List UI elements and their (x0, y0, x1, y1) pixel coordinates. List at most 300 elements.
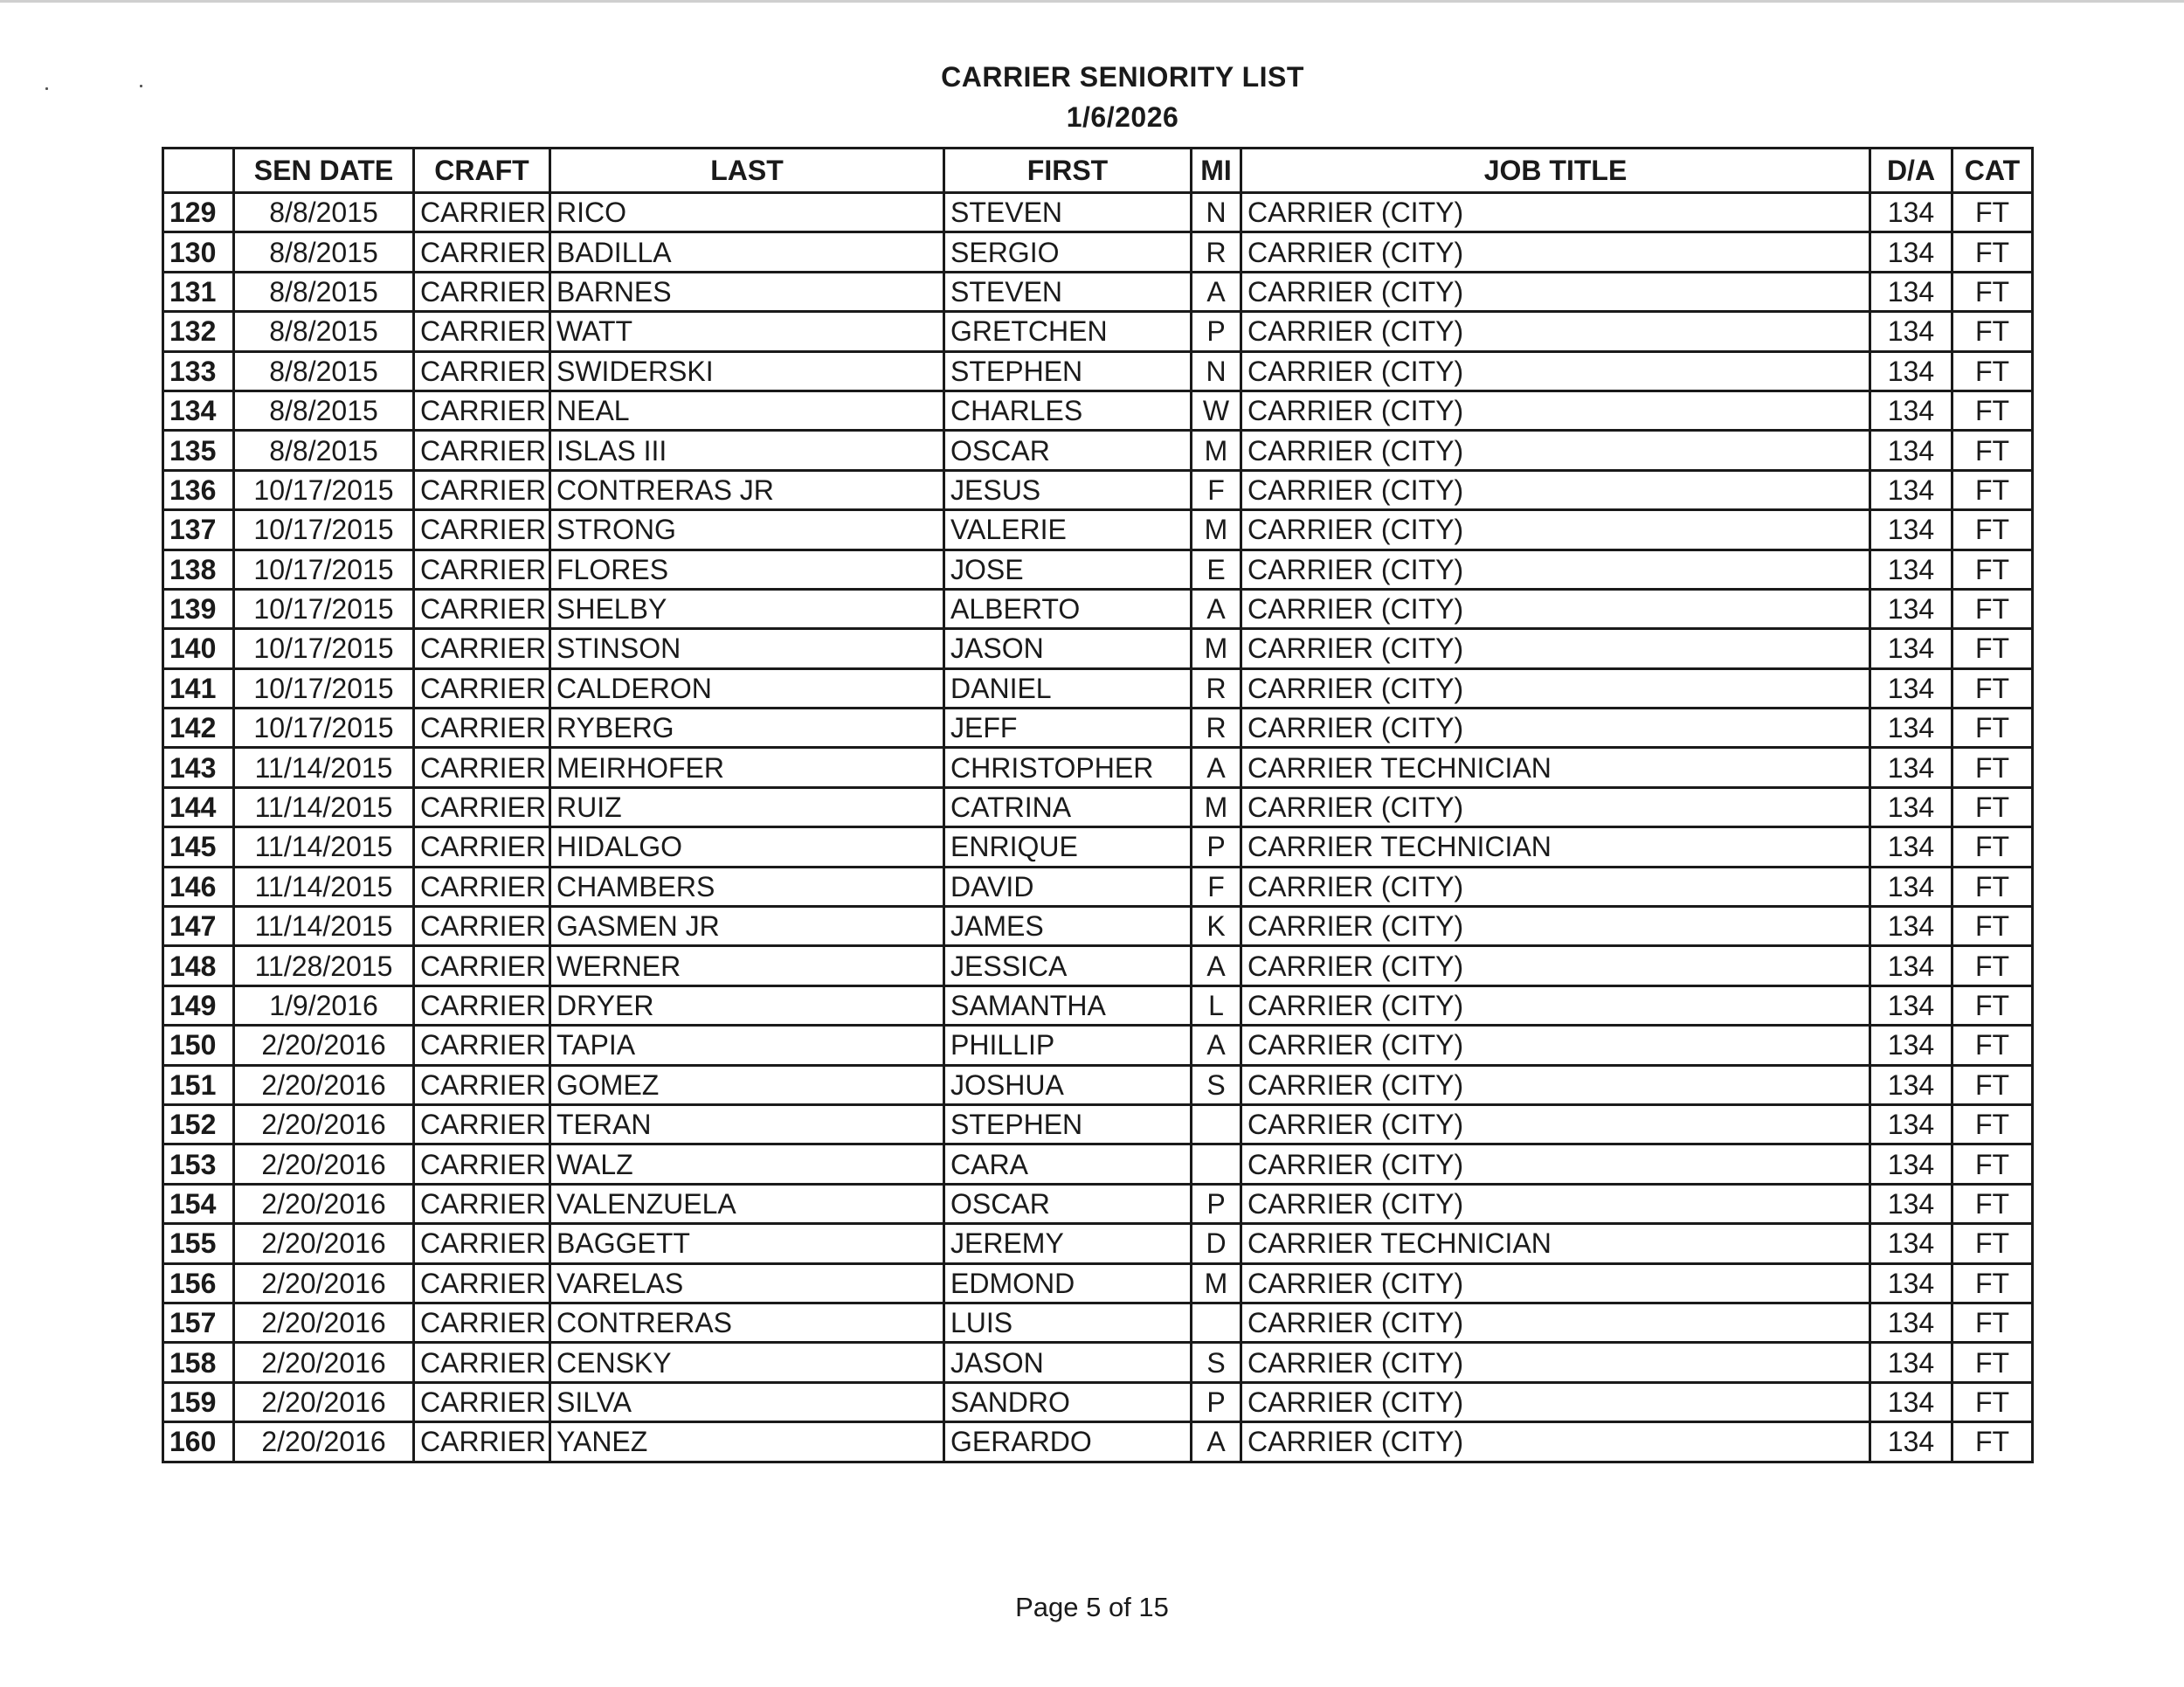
cell-craft: CARRIER (414, 748, 550, 787)
cell-mi: A (1192, 1026, 1241, 1065)
cell-first: ENRIQUE (944, 827, 1192, 867)
cell-num: 134 (163, 391, 234, 430)
cell-mi (1192, 1144, 1241, 1184)
cell-sen-date: 11/14/2015 (234, 907, 414, 946)
cell-first: GERARDO (944, 1422, 1192, 1462)
cell-job-title: CARRIER (CITY) (1241, 470, 1870, 509)
cell-last: SWIDERSKI (550, 351, 944, 391)
cell-job-title: CARRIER (CITY) (1241, 1144, 1870, 1184)
cell-da: 134 (1870, 668, 1952, 708)
cell-job-title: CARRIER (CITY) (1241, 1026, 1870, 1065)
cell-da: 134 (1870, 510, 1952, 550)
cell-job-title: CARRIER (CITY) (1241, 668, 1870, 708)
cell-craft: CARRIER (414, 1303, 550, 1342)
cell-sen-date: 2/20/2016 (234, 1184, 414, 1223)
cell-cat: FT (1952, 470, 2033, 509)
cell-mi (1192, 1303, 1241, 1342)
cell-da: 134 (1870, 1263, 1952, 1303)
cell-da: 134 (1870, 1026, 1952, 1065)
cell-last: SHELBY (550, 589, 944, 628)
cell-first: ALBERTO (944, 589, 1192, 628)
cell-craft: CARRIER (414, 589, 550, 628)
cell-last: NEAL (550, 391, 944, 430)
cell-job-title: CARRIER (CITY) (1241, 232, 1870, 272)
cell-da: 134 (1870, 867, 1952, 906)
cell-cat: FT (1952, 946, 2033, 985)
cell-first: JEREMY (944, 1224, 1192, 1263)
cell-last: YANEZ (550, 1422, 944, 1462)
cell-cat: FT (1952, 668, 2033, 708)
cell-job-title: CARRIER (CITY) (1241, 351, 1870, 391)
cell-sen-date: 8/8/2015 (234, 312, 414, 351)
table-row (163, 867, 2033, 906)
table-row (163, 748, 2033, 787)
scan-edge-line (0, 0, 2184, 3)
cell-job-title: CARRIER (CITY) (1241, 1184, 1870, 1223)
cell-first: VALERIE (944, 510, 1192, 550)
cell-job-title: CARRIER (CITY) (1241, 193, 1870, 232)
cell-job-title: CARRIER (CITY) (1241, 510, 1870, 550)
table-row (163, 431, 2033, 470)
cell-job-title: CARRIER (CITY) (1241, 629, 1870, 668)
cell-cat: FT (1952, 510, 2033, 550)
cell-cat: FT (1952, 827, 2033, 867)
cell-da: 134 (1870, 1303, 1952, 1342)
cell-last: RICO (550, 193, 944, 232)
cell-first: JEFF (944, 709, 1192, 748)
cell-mi: N (1192, 193, 1241, 232)
cell-first: SAMANTHA (944, 985, 1192, 1025)
cell-job-title: CARRIER (CITY) (1241, 589, 1870, 628)
cell-num: 133 (163, 351, 234, 391)
cell-mi: K (1192, 907, 1241, 946)
table-row (163, 312, 2033, 351)
cell-job-title: CARRIER (CITY) (1241, 1303, 1870, 1342)
cell-mi: M (1192, 787, 1241, 826)
cell-first: SERGIO (944, 232, 1192, 272)
cell-first: JOSE (944, 550, 1192, 589)
cell-da: 134 (1870, 1343, 1952, 1382)
cell-da: 134 (1870, 470, 1952, 509)
table-header-row (163, 149, 2033, 193)
table-row (163, 351, 2033, 391)
cell-last: TAPIA (550, 1026, 944, 1065)
cell-cat: FT (1952, 550, 2033, 589)
cell-first: JOSHUA (944, 1065, 1192, 1104)
cell-job-title: CARRIER (CITY) (1241, 312, 1870, 351)
page-number: Page 5 of 15 (1015, 1592, 1169, 1622)
cell-mi: A (1192, 946, 1241, 985)
cell-da: 134 (1870, 431, 1952, 470)
cell-cat: FT (1952, 1184, 2033, 1223)
cell-first: OSCAR (944, 431, 1192, 470)
cell-job-title: CARRIER (CITY) (1241, 709, 1870, 748)
cell-cat: FT (1952, 985, 2033, 1025)
header-sen-date: SEN DATE (234, 149, 414, 193)
cell-craft: CARRIER (414, 550, 550, 589)
cell-mi: A (1192, 748, 1241, 787)
cell-sen-date: 10/17/2015 (234, 668, 414, 708)
cell-num: 154 (163, 1184, 234, 1223)
cell-last: CONTRERAS (550, 1303, 944, 1342)
cell-sen-date: 8/8/2015 (234, 431, 414, 470)
table-row (163, 589, 2033, 628)
cell-sen-date: 8/8/2015 (234, 272, 414, 311)
cell-sen-date: 2/20/2016 (234, 1422, 414, 1462)
cell-last: RYBERG (550, 709, 944, 748)
table-row (163, 1065, 2033, 1104)
table-row (163, 470, 2033, 509)
table-row (163, 1144, 2033, 1184)
table-row (163, 391, 2033, 430)
cell-craft: CARRIER (414, 1184, 550, 1223)
table-row (163, 1422, 2033, 1462)
cell-sen-date: 1/9/2016 (234, 985, 414, 1025)
cell-num: 160 (163, 1422, 234, 1462)
cell-da: 134 (1870, 827, 1952, 867)
cell-cat: FT (1952, 272, 2033, 311)
cell-job-title: CARRIER (CITY) (1241, 946, 1870, 985)
cell-last: TERAN (550, 1104, 944, 1144)
cell-da: 134 (1870, 272, 1952, 311)
cell-mi: S (1192, 1065, 1241, 1104)
cell-da: 134 (1870, 629, 1952, 668)
cell-job-title: CARRIER TECHNICIAN (1241, 748, 1870, 787)
cell-craft: CARRIER (414, 1343, 550, 1382)
cell-num: 141 (163, 668, 234, 708)
cell-last: BADILLA (550, 232, 944, 272)
cell-craft: CARRIER (414, 1026, 550, 1065)
cell-last: BARNES (550, 272, 944, 311)
cell-sen-date: 2/20/2016 (234, 1263, 414, 1303)
cell-num: 139 (163, 589, 234, 628)
header-first: FIRST (944, 149, 1192, 193)
cell-craft: CARRIER (414, 1224, 550, 1263)
cell-first: CARA (944, 1144, 1192, 1184)
cell-sen-date: 2/20/2016 (234, 1343, 414, 1382)
table-row (163, 629, 2033, 668)
cell-first: EDMOND (944, 1263, 1192, 1303)
table-row (163, 1224, 2033, 1263)
header-cat: CAT (1952, 149, 2033, 193)
cell-da: 134 (1870, 709, 1952, 748)
cell-first: OSCAR (944, 1184, 1192, 1223)
table-row (163, 1343, 2033, 1382)
cell-last: RUIZ (550, 787, 944, 826)
cell-cat: FT (1952, 1263, 2033, 1303)
cell-craft: CARRIER (414, 827, 550, 867)
cell-sen-date: 2/20/2016 (234, 1104, 414, 1144)
table-row (163, 232, 2033, 272)
cell-cat: FT (1952, 709, 2033, 748)
cell-first: CHARLES (944, 391, 1192, 430)
header-craft: CRAFT (414, 149, 550, 193)
cell-da: 134 (1870, 351, 1952, 391)
cell-first: JESSICA (944, 946, 1192, 985)
table-row (163, 1382, 2033, 1421)
cell-cat: FT (1952, 867, 2033, 906)
cell-num: 151 (163, 1065, 234, 1104)
table-row (163, 985, 2033, 1025)
cell-first: STEVEN (944, 272, 1192, 311)
cell-sen-date: 10/17/2015 (234, 550, 414, 589)
cell-craft: CARRIER (414, 668, 550, 708)
table-row (163, 1184, 2033, 1223)
cell-cat: FT (1952, 589, 2033, 628)
cell-sen-date: 11/14/2015 (234, 787, 414, 826)
cell-craft: CARRIER (414, 709, 550, 748)
cell-mi: M (1192, 629, 1241, 668)
cell-craft: CARRIER (414, 1382, 550, 1421)
cell-last: CONTRERAS JR (550, 470, 944, 509)
cell-last: STRONG (550, 510, 944, 550)
cell-job-title: CARRIER (CITY) (1241, 787, 1870, 826)
table-row (163, 510, 2033, 550)
cell-da: 134 (1870, 1065, 1952, 1104)
cell-num: 142 (163, 709, 234, 748)
cell-last: HIDALGO (550, 827, 944, 867)
cell-job-title: CARRIER (CITY) (1241, 1104, 1870, 1144)
cell-job-title: CARRIER (CITY) (1241, 272, 1870, 311)
cell-sen-date: 11/14/2015 (234, 748, 414, 787)
cell-craft: CARRIER (414, 787, 550, 826)
cell-cat: FT (1952, 431, 2033, 470)
cell-num: 143 (163, 748, 234, 787)
cell-num: 148 (163, 946, 234, 985)
table-row (163, 1263, 2033, 1303)
cell-num: 132 (163, 312, 234, 351)
cell-num: 144 (163, 787, 234, 826)
cell-first: SANDRO (944, 1382, 1192, 1421)
cell-craft: CARRIER (414, 391, 550, 430)
cell-mi: M (1192, 510, 1241, 550)
cell-mi: M (1192, 1263, 1241, 1303)
cell-cat: FT (1952, 748, 2033, 787)
cell-num: 152 (163, 1104, 234, 1144)
cell-mi: W (1192, 391, 1241, 430)
cell-sen-date: 2/20/2016 (234, 1026, 414, 1065)
cell-mi: A (1192, 272, 1241, 311)
cell-craft: CARRIER (414, 1263, 550, 1303)
cell-cat: FT (1952, 1144, 2033, 1184)
cell-cat: FT (1952, 1343, 2033, 1382)
cell-last: WERNER (550, 946, 944, 985)
cell-cat: FT (1952, 1065, 2033, 1104)
cell-last: CALDERON (550, 668, 944, 708)
cell-da: 134 (1870, 589, 1952, 628)
cell-last: GOMEZ (550, 1065, 944, 1104)
cell-sen-date: 2/20/2016 (234, 1144, 414, 1184)
cell-num: 155 (163, 1224, 234, 1263)
cell-craft: CARRIER (414, 1144, 550, 1184)
document-date: 1/6/2026 (1066, 101, 1179, 133)
cell-mi: P (1192, 1382, 1241, 1421)
cell-job-title: CARRIER (CITY) (1241, 867, 1870, 906)
cell-job-title: CARRIER (CITY) (1241, 550, 1870, 589)
cell-num: 157 (163, 1303, 234, 1342)
cell-job-title: CARRIER (CITY) (1241, 1422, 1870, 1462)
cell-last: VALENZUELA (550, 1184, 944, 1223)
seniority-table (162, 147, 2034, 1463)
cell-sen-date: 10/17/2015 (234, 589, 414, 628)
table-row (163, 668, 2033, 708)
cell-da: 134 (1870, 1382, 1952, 1421)
table-row (163, 946, 2033, 985)
cell-last: FLORES (550, 550, 944, 589)
cell-first: STEPHEN (944, 351, 1192, 391)
cell-mi: P (1192, 312, 1241, 351)
cell-mi: E (1192, 550, 1241, 589)
cell-da: 134 (1870, 787, 1952, 826)
cell-mi: D (1192, 1224, 1241, 1263)
cell-first: DAVID (944, 867, 1192, 906)
cell-da: 134 (1870, 946, 1952, 985)
cell-sen-date: 2/20/2016 (234, 1303, 414, 1342)
cell-mi: R (1192, 232, 1241, 272)
cell-mi: P (1192, 827, 1241, 867)
cell-mi: F (1192, 470, 1241, 509)
cell-cat: FT (1952, 1104, 2033, 1144)
cell-craft: CARRIER (414, 312, 550, 351)
cell-da: 134 (1870, 1224, 1952, 1263)
cell-mi: N (1192, 351, 1241, 391)
cell-craft: CARRIER (414, 351, 550, 391)
cell-job-title: CARRIER TECHNICIAN (1241, 1224, 1870, 1263)
cell-da: 134 (1870, 1422, 1952, 1462)
table-row (163, 193, 2033, 232)
cell-mi: L (1192, 985, 1241, 1025)
cell-mi: S (1192, 1343, 1241, 1382)
cell-job-title: CARRIER (CITY) (1241, 391, 1870, 430)
cell-sen-date: 2/20/2016 (234, 1065, 414, 1104)
cell-job-title: CARRIER (CITY) (1241, 1065, 1870, 1104)
cell-num: 135 (163, 431, 234, 470)
cell-num: 146 (163, 867, 234, 906)
cell-craft: CARRIER (414, 272, 550, 311)
cell-first: JASON (944, 629, 1192, 668)
cell-cat: FT (1952, 312, 2033, 351)
cell-mi: A (1192, 1422, 1241, 1462)
cell-sen-date: 11/14/2015 (234, 867, 414, 906)
cell-sen-date: 10/17/2015 (234, 510, 414, 550)
cell-job-title: CARRIER (CITY) (1241, 907, 1870, 946)
cell-craft: CARRIER (414, 431, 550, 470)
cell-last: CHAMBERS (550, 867, 944, 906)
cell-first: GRETCHEN (944, 312, 1192, 351)
cell-last: CENSKY (550, 1343, 944, 1382)
cell-craft: CARRIER (414, 510, 550, 550)
cell-craft: CARRIER (414, 193, 550, 232)
cell-cat: FT (1952, 1224, 2033, 1263)
cell-mi: P (1192, 1184, 1241, 1223)
cell-cat: FT (1952, 1026, 2033, 1065)
cell-last: BAGGETT (550, 1224, 944, 1263)
cell-last: STINSON (550, 629, 944, 668)
header-mi: MI (1192, 149, 1241, 193)
cell-da: 134 (1870, 391, 1952, 430)
cell-sen-date: 10/17/2015 (234, 709, 414, 748)
cell-da: 134 (1870, 312, 1952, 351)
cell-cat: FT (1952, 1422, 2033, 1462)
cell-first: JESUS (944, 470, 1192, 509)
cell-job-title: CARRIER TECHNICIAN (1241, 827, 1870, 867)
cell-sen-date: 11/28/2015 (234, 946, 414, 985)
cell-cat: FT (1952, 629, 2033, 668)
table-row (163, 550, 2033, 589)
cell-last: ISLAS III (550, 431, 944, 470)
cell-craft: CARRIER (414, 867, 550, 906)
cell-first: STEPHEN (944, 1104, 1192, 1144)
cell-mi (1192, 1104, 1241, 1144)
table-row (163, 907, 2033, 946)
cell-mi: R (1192, 668, 1241, 708)
cell-first: PHILLIP (944, 1026, 1192, 1065)
header-job-title: JOB TITLE (1241, 149, 1870, 193)
cell-num: 159 (163, 1382, 234, 1421)
cell-sen-date: 10/17/2015 (234, 470, 414, 509)
cell-cat: FT (1952, 193, 2033, 232)
cell-craft: CARRIER (414, 985, 550, 1025)
cell-num: 137 (163, 510, 234, 550)
cell-da: 134 (1870, 1184, 1952, 1223)
cell-job-title: CARRIER (CITY) (1241, 1343, 1870, 1382)
cell-da: 134 (1870, 907, 1952, 946)
cell-mi: A (1192, 589, 1241, 628)
cell-cat: FT (1952, 907, 2033, 946)
cell-craft: CARRIER (414, 470, 550, 509)
cell-job-title: CARRIER (CITY) (1241, 985, 1870, 1025)
cell-sen-date: 8/8/2015 (234, 193, 414, 232)
cell-mi: F (1192, 867, 1241, 906)
cell-num: 140 (163, 629, 234, 668)
cell-da: 134 (1870, 193, 1952, 232)
cell-num: 131 (163, 272, 234, 311)
cell-craft: CARRIER (414, 907, 550, 946)
cell-sen-date: 11/14/2015 (234, 827, 414, 867)
cell-first: STEVEN (944, 193, 1192, 232)
cell-first: JAMES (944, 907, 1192, 946)
cell-first: JASON (944, 1343, 1192, 1382)
cell-first: CATRINA (944, 787, 1192, 826)
cell-num: 156 (163, 1263, 234, 1303)
cell-last: GASMEN JR (550, 907, 944, 946)
cell-craft: CARRIER (414, 1422, 550, 1462)
header-num (163, 149, 234, 193)
cell-cat: FT (1952, 351, 2033, 391)
cell-sen-date: 8/8/2015 (234, 232, 414, 272)
cell-da: 134 (1870, 1144, 1952, 1184)
cell-craft: CARRIER (414, 629, 550, 668)
cell-mi: M (1192, 431, 1241, 470)
table-row (163, 827, 2033, 867)
cell-num: 136 (163, 470, 234, 509)
cell-da: 134 (1870, 985, 1952, 1025)
cell-num: 145 (163, 827, 234, 867)
cell-last: WALZ (550, 1144, 944, 1184)
cell-sen-date: 2/20/2016 (234, 1224, 414, 1263)
header-last: LAST (550, 149, 944, 193)
table-row (163, 787, 2033, 826)
cell-craft: CARRIER (414, 946, 550, 985)
cell-cat: FT (1952, 391, 2033, 430)
cell-job-title: CARRIER (CITY) (1241, 1263, 1870, 1303)
cell-num: 158 (163, 1343, 234, 1382)
cell-last: DRYER (550, 985, 944, 1025)
cell-sen-date: 8/8/2015 (234, 391, 414, 430)
cell-cat: FT (1952, 1303, 2033, 1342)
header-da: D/A (1870, 149, 1952, 193)
cell-last: WATT (550, 312, 944, 351)
